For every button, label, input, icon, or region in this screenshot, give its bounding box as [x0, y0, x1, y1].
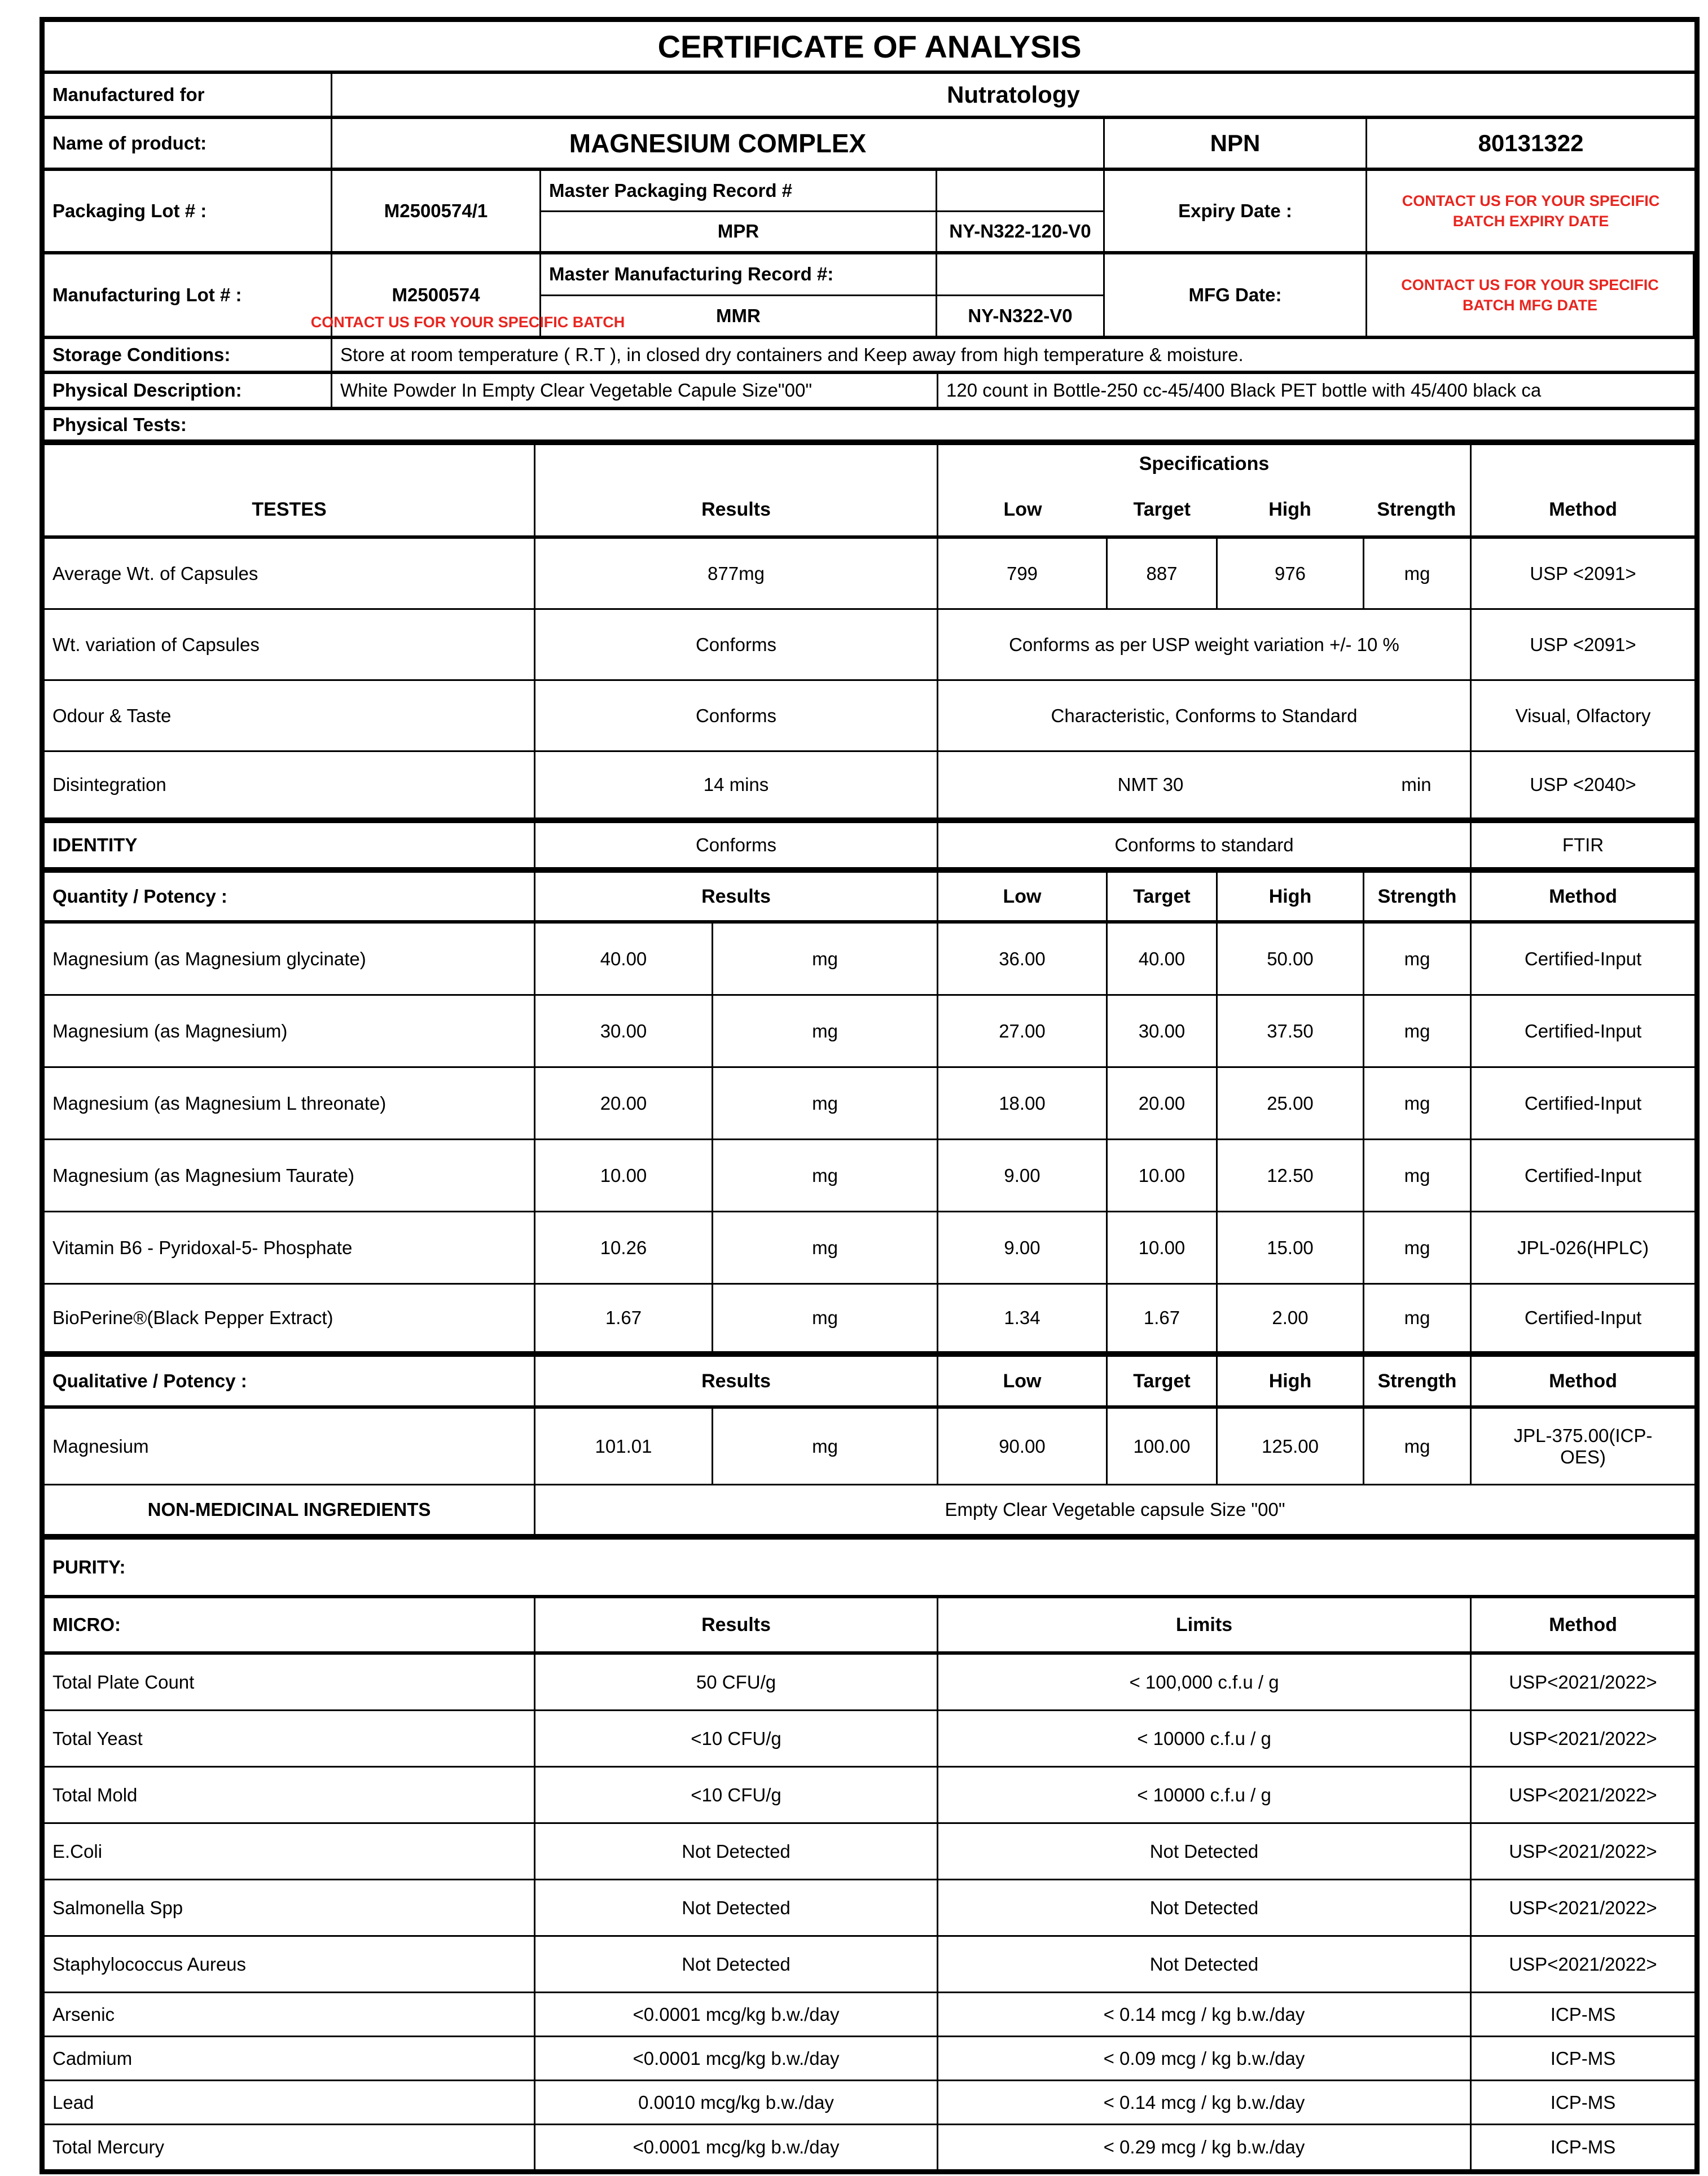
results-column-header: Results	[535, 1357, 938, 1405]
qualitative-section-label: Qualitative / Potency :	[45, 1357, 535, 1405]
table-row	[45, 1711, 1694, 1768]
mfg-date-label: MFG Date:	[1105, 254, 1367, 336]
micro-test-method: USP<2021/2022>	[1509, 1727, 1657, 1749]
test-method: USP <2091>	[1530, 634, 1636, 655]
table-row	[45, 1655, 1694, 1711]
table-row	[45, 823, 1694, 873]
ingredient-unit: mg	[713, 1140, 938, 1211]
micro-test-limit: Not Detected	[938, 1824, 1472, 1879]
product-name: MAGNESIUM COMPLEX	[332, 119, 1105, 168]
mpr-empty-cell	[937, 171, 1103, 210]
results-column-header: Results	[535, 445, 938, 535]
metal-test-method: ICP-MS	[1550, 2003, 1616, 2025]
micro-test-method: USP<2021/2022>	[1509, 1840, 1657, 1862]
test-name: IDENTITY	[45, 823, 535, 867]
ingredient-target: 10.00	[1108, 1140, 1218, 1211]
table-row	[45, 1068, 1694, 1140]
ingredient-method: Certified-Input	[1524, 1307, 1642, 1328]
quantity-section-label: Quantity / Potency :	[45, 873, 535, 920]
micro-test-limit: < 10000 c.f.u / g	[938, 1711, 1472, 1766]
mpr-title: Master Packaging Record #	[541, 171, 937, 210]
test-spec-unit: min	[1401, 774, 1432, 795]
low-header: Low	[938, 1357, 1108, 1405]
package-description-value: 120 count in Bottle-250 cc-45/400 Black PET bottle with 45/400 black ca	[946, 380, 1542, 401]
micro-test-result: 50 CFU/g	[535, 1655, 938, 1709]
test-high: 976	[1218, 539, 1364, 608]
test-method: USP <2091>	[1530, 562, 1636, 584]
high-header: High	[1218, 873, 1364, 920]
table-row	[45, 752, 1694, 823]
ingredient-high: 25.00	[1218, 1068, 1364, 1138]
micro-test-method: USP<2021/2022>	[1509, 1784, 1657, 1805]
micro-test-name: E.Coli	[45, 1824, 535, 1879]
method-column-header: Method	[1549, 499, 1617, 520]
storage-conditions-value: Store at room temperature ( R.T ), in closed dry containers and Keep away from high temperature & moisture.	[340, 344, 1244, 365]
storage-row	[45, 339, 1694, 374]
ingredient-high: 125.00	[1218, 1409, 1364, 1484]
table-row	[45, 2081, 1694, 2125]
ingredient-method: JPL-026(HPLC)	[1517, 1237, 1649, 1258]
metal-test-method: ICP-MS	[1550, 2091, 1616, 2113]
ingredient-low: 27.00	[938, 996, 1108, 1066]
tests-column-header: TESTES	[45, 445, 535, 535]
micro-test-method: USP<2021/2022>	[1509, 1897, 1657, 1918]
ingredient-low: 9.00	[938, 1212, 1108, 1283]
mmr-abbr: MMR	[541, 296, 937, 336]
ingredient-name: Magnesium (as Magnesium glycinate)	[45, 924, 535, 994]
ingredient-unit: mg	[713, 1409, 938, 1484]
ingredient-name: Magnesium (as Magnesium)	[45, 996, 535, 1066]
metal-test-result: <0.0001 mcg/kg b.w./day	[535, 2037, 938, 2080]
test-result: Conforms	[535, 610, 938, 679]
table-row	[45, 1824, 1694, 1880]
ingredient-method: Certified-Input	[1524, 1020, 1642, 1041]
manufacturing-lot-value: M2500574	[332, 254, 541, 336]
ingredient-name: Vitamin B6 - Pyridoxal-5- Phosphate	[45, 1212, 535, 1283]
micro-test-result: Not Detected	[535, 1880, 938, 1935]
micro-test-result: <10 CFU/g	[535, 1711, 938, 1766]
ingredient-low: 1.34	[938, 1285, 1108, 1351]
ingredient-method: Certified-Input	[1524, 1164, 1642, 1186]
physical-description-row	[45, 374, 1694, 410]
ingredient-name: BioPerine®(Black Pepper Extract)	[45, 1285, 535, 1351]
test-method: Visual, Olfactory	[1515, 705, 1651, 726]
quantity-header-row	[45, 873, 1694, 924]
micro-test-result: Not Detected	[535, 1937, 938, 1992]
purity-section-label: PURITY:	[52, 1557, 126, 1577]
mmr-title: Master Manufacturing Record #:	[541, 254, 937, 294]
ingredient-strength: mg	[1364, 1212, 1472, 1283]
mpr-number: NY-N322-120-V0	[949, 221, 1091, 242]
purity-section-row	[45, 1540, 1694, 1598]
test-low: 799	[938, 539, 1108, 608]
micro-section-label: MICRO:	[45, 1598, 535, 1651]
test-spec: Characteristic, Conforms to Standard	[938, 681, 1472, 750]
ingredient-method: Certified-Input	[1524, 948, 1642, 969]
ingredient-low: 18.00	[938, 1068, 1108, 1138]
ingredient-strength: mg	[1364, 1068, 1472, 1138]
specifications-header: Specifications	[1139, 453, 1270, 474]
micro-test-limit: < 100,000 c.f.u / g	[938, 1655, 1472, 1709]
test-name: Wt. variation of Capsules	[45, 610, 535, 679]
test-result: Conforms	[535, 823, 938, 867]
metal-test-method: ICP-MS	[1550, 2047, 1616, 2069]
results-column-header: Results	[535, 873, 938, 920]
ingredient-low: 9.00	[938, 1140, 1108, 1211]
table-row	[45, 924, 1694, 996]
method-column-header: Method	[1549, 885, 1617, 907]
micro-test-limit: Not Detected	[938, 1937, 1472, 1992]
table-row	[45, 2037, 1694, 2081]
ingredient-result: 101.01	[535, 1409, 713, 1484]
ingredient-target: 40.00	[1108, 924, 1218, 994]
test-method: FTIR	[1562, 834, 1604, 855]
table-row	[45, 1768, 1694, 1824]
product-row	[45, 119, 1694, 171]
test-name: Disintegration	[45, 752, 535, 817]
ingredient-name: Magnesium	[45, 1409, 535, 1484]
packaging-lot-row	[45, 171, 1694, 254]
ingredient-strength: mg	[1364, 924, 1472, 994]
table-row	[45, 1212, 1694, 1285]
ingredient-high: 15.00	[1218, 1212, 1364, 1283]
table-row	[45, 1937, 1694, 1993]
qualitative-header-row	[45, 1357, 1694, 1409]
metal-test-name: Cadmium	[45, 2037, 535, 2080]
ingredient-unit: mg	[713, 1068, 938, 1138]
title-row	[45, 22, 1694, 74]
low-header: Low	[1003, 499, 1042, 520]
document-title: CERTIFICATE OF ANALYSIS	[657, 28, 1082, 64]
target-header: Target	[1108, 1357, 1218, 1405]
micro-test-result: Not Detected	[535, 1824, 938, 1879]
test-target: 887	[1108, 539, 1218, 608]
metal-test-result: 0.0010 mcg/kg b.w./day	[535, 2081, 938, 2124]
specifications-header-block	[938, 445, 1472, 535]
ingredient-result: 20.00	[535, 1068, 713, 1138]
test-spec: Conforms to standard	[938, 823, 1472, 867]
tests-header-row	[45, 445, 1694, 539]
mmr-empty-cell	[937, 254, 1103, 294]
low-header: Low	[938, 873, 1108, 920]
metal-test-result: <0.0001 mcg/kg b.w./day	[535, 2125, 938, 2169]
packaging-lot-value: M2500574/1	[332, 171, 541, 251]
ingredient-strength: mg	[1364, 1285, 1472, 1351]
test-result: 14 mins	[535, 752, 938, 817]
physical-tests-section-row	[45, 410, 1694, 445]
non-medicinal-row	[45, 1485, 1694, 1540]
method-column-header: Method	[1549, 1614, 1617, 1636]
test-result: 877mg	[535, 539, 938, 608]
ingredient-target: 1.67	[1108, 1285, 1218, 1351]
test-spec: NMT 30	[1117, 774, 1184, 795]
table-row	[45, 1285, 1694, 1357]
ingredient-low: 36.00	[938, 924, 1108, 994]
ingredient-high: 2.00	[1218, 1285, 1364, 1351]
ingredient-strength: mg	[1364, 996, 1472, 1066]
table-row	[45, 2125, 1694, 2169]
table-row	[45, 681, 1694, 752]
micro-test-method: USP<2021/2022>	[1509, 1953, 1657, 1975]
strength-header: Strength	[1377, 499, 1456, 520]
micro-test-limit: Not Detected	[938, 1880, 1472, 1935]
mpr-block	[541, 171, 1105, 251]
micro-test-name: Staphylococcus Aureus	[45, 1937, 535, 1992]
ingredient-unit: mg	[713, 924, 938, 994]
ingredient-strength: mg	[1364, 1409, 1472, 1484]
manufacturing-lot-row	[45, 254, 1694, 339]
micro-test-name: Total Plate Count	[45, 1655, 535, 1709]
metal-test-method: ICP-MS	[1550, 2137, 1616, 2157]
table-row	[45, 1993, 1694, 2037]
metal-test-limit: < 0.29 mcg / kg b.w./day	[938, 2125, 1472, 2169]
ingredient-target: 30.00	[1108, 996, 1218, 1066]
physical-tests-section-label: Physical Tests:	[52, 414, 187, 435]
mmr-number: NY-N322-V0	[968, 305, 1073, 326]
ingredient-method: Certified-Input	[1524, 1092, 1642, 1114]
table-row	[45, 1880, 1694, 1937]
table-row	[45, 1140, 1694, 1212]
ingredient-result: 40.00	[535, 924, 713, 994]
ingredient-target: 20.00	[1108, 1068, 1218, 1138]
ingredient-strength: mg	[1364, 1140, 1472, 1211]
ingredient-high: 37.50	[1218, 996, 1364, 1066]
ingredient-high: 12.50	[1218, 1140, 1364, 1211]
metal-test-name: Lead	[45, 2081, 535, 2124]
micro-test-method: USP<2021/2022>	[1509, 1671, 1657, 1693]
micro-header-row	[45, 1598, 1694, 1655]
manufactured-for-row	[45, 74, 1694, 119]
test-strength: mg	[1364, 539, 1472, 608]
ingredient-method: JPL-375.00(ICP-OES)	[1513, 1425, 1653, 1467]
product-name-label: Name of product:	[45, 119, 332, 168]
metal-test-limit: < 0.09 mcg / kg b.w./day	[938, 2037, 1472, 2080]
metal-test-name: Total Mercury	[45, 2125, 535, 2169]
strength-header: Strength	[1364, 1357, 1472, 1405]
micro-test-name: Total Yeast	[45, 1711, 535, 1766]
method-column-header: Method	[1549, 1370, 1617, 1392]
ingredient-unit: mg	[713, 1285, 938, 1351]
ingredient-result: 1.67	[535, 1285, 713, 1351]
manufactured-for-label: Manufactured for	[45, 74, 332, 116]
metal-test-result: <0.0001 mcg/kg b.w./day	[535, 1993, 938, 2036]
strength-header: Strength	[1364, 873, 1472, 920]
ingredient-unit: mg	[713, 1212, 938, 1283]
ingredient-target: 10.00	[1108, 1212, 1218, 1283]
target-header: Target	[1133, 499, 1191, 520]
test-result: Conforms	[535, 681, 938, 750]
ingredient-target: 100.00	[1108, 1409, 1218, 1484]
table-row	[45, 1409, 1694, 1485]
mpr-abbr: MPR	[541, 212, 937, 252]
metal-test-name: Arsenic	[45, 1993, 535, 2036]
certificate-table	[39, 17, 1700, 2174]
expiry-note: CONTACT US FOR YOUR SPECIFIC BATCH EXPIRY DATE	[1402, 192, 1660, 230]
brand-name: Nutratology	[947, 81, 1080, 108]
expiry-date-label: Expiry Date :	[1105, 171, 1367, 251]
micro-test-name: Total Mold	[45, 1768, 535, 1822]
mfg-note: CONTACT US FOR YOUR SPECIFIC BATCH MFG DATE	[1367, 254, 1694, 336]
ingredient-result: 10.00	[535, 1140, 713, 1211]
ingredient-unit: mg	[713, 996, 938, 1066]
high-header: High	[1268, 499, 1311, 520]
test-spec-group	[938, 752, 1472, 817]
high-header: High	[1218, 1357, 1364, 1405]
npn-value: 80131322	[1478, 130, 1584, 156]
non-medicinal-label: NON-MEDICINAL INGREDIENTS	[45, 1485, 535, 1534]
npn-label: NPN	[1105, 119, 1367, 168]
storage-conditions-label: Storage Conditions:	[45, 339, 332, 371]
micro-test-name: Salmonella Spp	[45, 1880, 535, 1935]
target-header: Target	[1108, 873, 1218, 920]
ingredient-name: Magnesium (as Magnesium L threonate)	[45, 1068, 535, 1138]
ingredient-result: 30.00	[535, 996, 713, 1066]
ingredient-low: 90.00	[938, 1409, 1108, 1484]
physical-description-value: White Powder In Empty Clear Vegetable Capule Size"00"	[332, 374, 938, 407]
test-method: USP <2040>	[1530, 774, 1636, 795]
table-row	[45, 996, 1694, 1068]
limits-column-header: Limits	[938, 1598, 1472, 1651]
metal-test-limit: < 0.14 mcg / kg b.w./day	[938, 1993, 1472, 2036]
batch-note: CONTACT US FOR YOUR SPECIFIC BATCH	[310, 313, 625, 331]
test-name: Average Wt. of Capsules	[45, 539, 535, 608]
ingredient-result: 10.26	[535, 1212, 713, 1283]
micro-test-limit: < 10000 c.f.u / g	[938, 1768, 1472, 1822]
ingredient-name: Magnesium (as Magnesium Taurate)	[45, 1140, 535, 1211]
packaging-lot-label: Packaging Lot # :	[45, 171, 332, 251]
test-name: Odour & Taste	[45, 681, 535, 750]
physical-description-label: Physical Description:	[45, 374, 332, 407]
test-spec: Conforms as per USP weight variation +/- 10 %	[938, 610, 1472, 679]
micro-test-result: <10 CFU/g	[535, 1768, 938, 1822]
results-column-header: Results	[535, 1598, 938, 1651]
metal-test-limit: < 0.14 mcg / kg b.w./day	[938, 2081, 1472, 2124]
table-row	[45, 610, 1694, 681]
ingredient-high: 50.00	[1218, 924, 1364, 994]
manufacturing-lot-label: Manufacturing Lot # :	[45, 254, 332, 336]
non-medicinal-value: Empty Clear Vegetable capsule Size "00"	[945, 1499, 1285, 1520]
table-row	[45, 539, 1694, 610]
